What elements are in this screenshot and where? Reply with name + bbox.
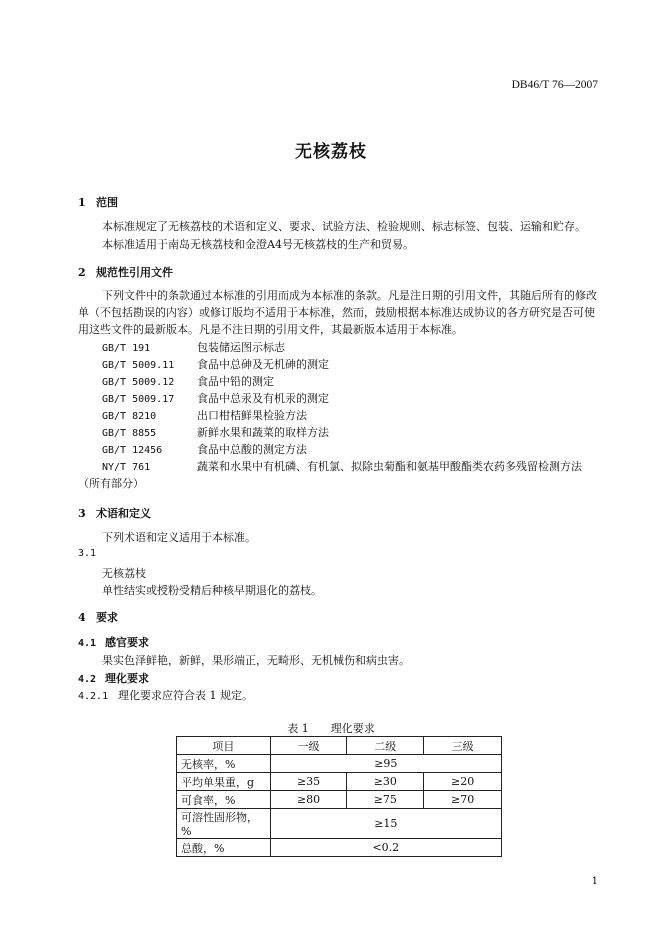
section-number: 1 bbox=[78, 196, 86, 209]
page-number: 1 bbox=[591, 876, 598, 887]
table-cell-item: 总酸，% bbox=[177, 839, 271, 857]
section-3-para-1: 下列术语和定义适用于本标准。 bbox=[102, 531, 256, 544]
subsection-4-2-heading bbox=[78, 670, 149, 686]
ref-item bbox=[102, 373, 274, 389]
table-row bbox=[177, 809, 502, 839]
ref-item bbox=[102, 356, 329, 372]
section-1-para-2: 本标准适用于南岛无核荔枝和金澄A4号无核荔枝的生产和贸易。 bbox=[102, 238, 414, 251]
section-title: 术语和定义 bbox=[96, 507, 151, 520]
ref-name: 新鲜水果和蔬菜的取样方法 bbox=[197, 426, 329, 439]
table-cell-value: ≥35 bbox=[270, 773, 347, 791]
ref-item bbox=[102, 458, 582, 474]
table-cell-item: 可食率，% bbox=[177, 791, 271, 809]
ref-name: 包装储运图示标志 bbox=[197, 341, 285, 354]
term-definition: 单性结实或授粉受精后种核早期退化的荔枝。 bbox=[102, 584, 322, 597]
ref-continuation: （所有部分） bbox=[78, 477, 144, 490]
table-row bbox=[177, 839, 502, 857]
subsection-4-2-1 bbox=[78, 687, 253, 703]
subsection-number: 3.1 bbox=[78, 548, 97, 559]
requirements-table bbox=[176, 736, 502, 857]
table-header-row bbox=[177, 737, 502, 755]
table-cell-item: 无核率，% bbox=[177, 755, 271, 773]
section-number: 4 bbox=[78, 611, 86, 624]
table-header-cell: 三级 bbox=[424, 737, 502, 755]
table-cell-value: ≥80 bbox=[270, 791, 347, 809]
table-cell-item: 平均单果重，g bbox=[177, 773, 271, 791]
section-2-heading bbox=[78, 264, 173, 280]
ref-item bbox=[102, 407, 307, 423]
section-1-heading bbox=[78, 194, 118, 210]
ref-name: 蔬菜和水果中有机磷、有机氯、拟除虫菊酯和氨基甲酸酯类农药多残留检测方法 bbox=[197, 460, 582, 473]
section-number: 3 bbox=[78, 507, 86, 520]
table-caption: 表 1 理化要求 bbox=[287, 722, 375, 735]
subsection-4-1-heading bbox=[78, 634, 149, 650]
table-cell-value: <0.2 bbox=[270, 839, 501, 857]
section-title: 要求 bbox=[96, 611, 118, 624]
table-cell-value: ≥15 bbox=[270, 809, 501, 839]
table-cell-value: ≥70 bbox=[424, 791, 502, 809]
ref-code: NY/T 761 bbox=[102, 462, 151, 473]
ref-code: GB/T 12456 bbox=[102, 445, 163, 456]
table-header-cell: 项目 bbox=[177, 737, 271, 755]
ref-item bbox=[102, 390, 329, 406]
section-3-heading bbox=[78, 505, 151, 521]
standard-number: DB46/T 76—2007 bbox=[511, 79, 598, 91]
table-row bbox=[177, 755, 502, 773]
section-2-para-1: 下列文件中的条款通过本标准的引用而成为本标准的条款。凡是注日期的引用文件，其随后所有的修改单（不包括勘误的内容）或修订版均不适用于本标准，然而，鼓励根据本标准达成协议的各方研究是否可使用这些文件的最新版本。凡是不注日期的引用文件，其最新版本适用于本标准。 bbox=[78, 289, 597, 336]
subsection-title: 感官要求 bbox=[105, 636, 149, 649]
section-1-para-1: 本标准规定了无核荔枝的术语和定义、要求、试验方法、检验规则、标志标签、包装、运输和贮存。 bbox=[102, 220, 586, 233]
table-cell-value: ≥20 bbox=[424, 773, 502, 791]
table-row bbox=[177, 791, 502, 809]
ref-name: 食品中总酸的测定方法 bbox=[197, 443, 307, 456]
ref-code: GB/T 8855 bbox=[102, 428, 157, 439]
subsection-title: 理化要求 bbox=[105, 672, 149, 685]
table-cell-item: 可溶性固形物，% bbox=[177, 809, 271, 839]
table-header-cell: 一级 bbox=[270, 737, 347, 755]
table-cell-value: ≥75 bbox=[347, 791, 424, 809]
table-row bbox=[177, 773, 502, 791]
table-cell-value: ≥30 bbox=[347, 773, 424, 791]
ref-item bbox=[102, 424, 329, 440]
ref-item bbox=[102, 441, 307, 457]
table-cell-value: ≥95 bbox=[270, 755, 501, 773]
subsection-number: 4.2 bbox=[78, 674, 97, 685]
page-title: 无核荔枝 bbox=[295, 142, 367, 162]
ref-name: 出口柑桔鲜果检验方法 bbox=[197, 409, 307, 422]
ref-name: 食品中总砷及无机砷的测定 bbox=[197, 358, 329, 371]
subsection-number: 4.2.1 bbox=[78, 691, 109, 702]
ref-item bbox=[102, 339, 285, 355]
ref-code: GB/T 191 bbox=[102, 343, 151, 354]
section-4-heading bbox=[78, 609, 118, 625]
ref-code: GB/T 8210 bbox=[102, 411, 157, 422]
ref-code: GB/T 5009.12 bbox=[102, 377, 175, 388]
subsection-4-1-text: 果实色泽鲜艳，新鲜，果形端正，无畸形、无机械伤和病虫害。 bbox=[102, 654, 410, 667]
ref-name: 食品中总汞及有机汞的测定 bbox=[197, 392, 329, 405]
ref-code: GB/T 5009.17 bbox=[102, 394, 175, 405]
subsection-text: 理化要求应符合表 1 规定。 bbox=[118, 689, 253, 702]
section-title: 规范性引用文件 bbox=[96, 266, 173, 279]
ref-code: GB/T 5009.11 bbox=[102, 360, 175, 371]
ref-name: 食品中铅的测定 bbox=[197, 375, 274, 388]
table-header-cell: 二级 bbox=[347, 737, 424, 755]
subsection-number: 4.1 bbox=[78, 638, 97, 649]
section-number: 2 bbox=[78, 266, 86, 279]
term: 无核荔枝 bbox=[102, 567, 146, 580]
section-title: 范围 bbox=[96, 196, 118, 209]
